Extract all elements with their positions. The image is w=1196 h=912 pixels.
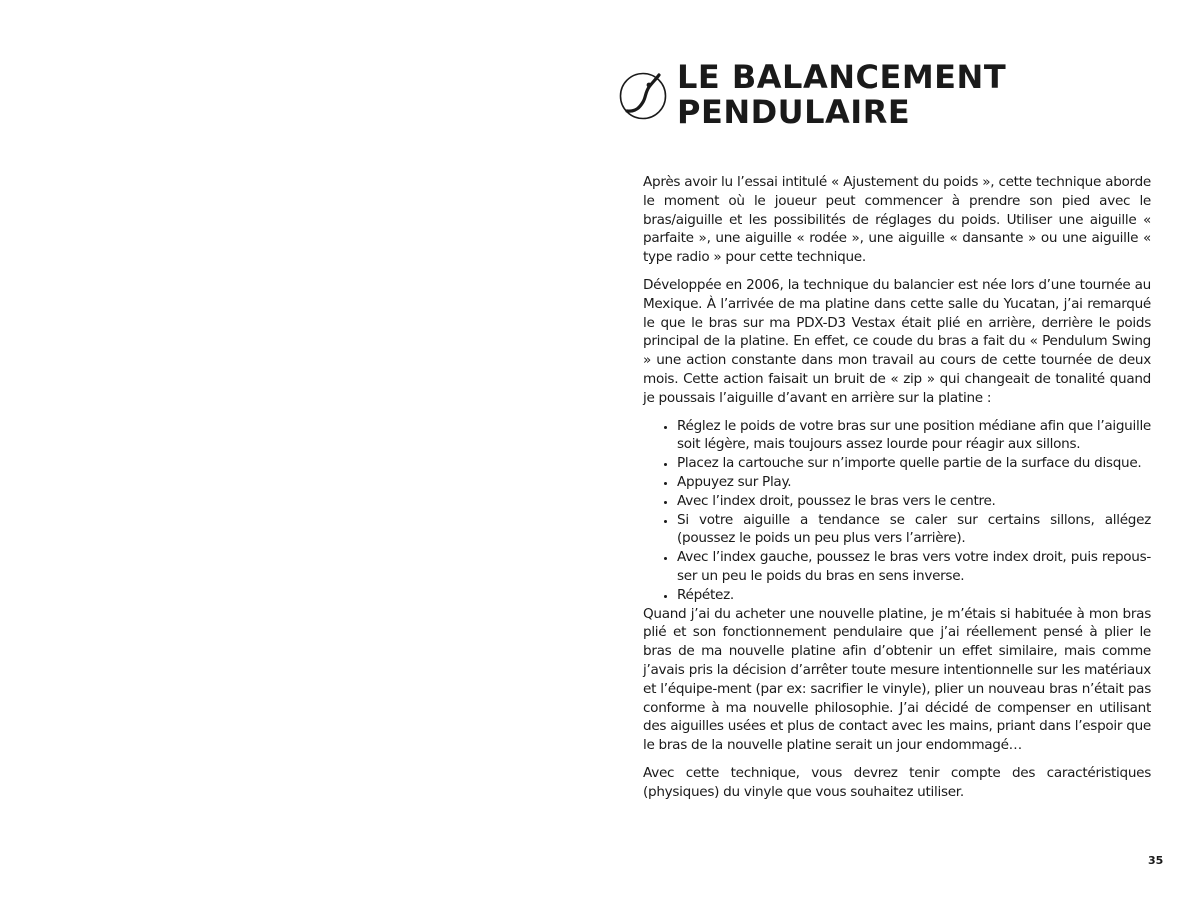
list-item: • Avec l’index droit, poussez le bras vers le centre. — [677, 492, 1151, 511]
list-item: • Placez la cartouche sur n’importe quelle partie de la surface du disque. — [677, 454, 1151, 473]
paragraph-intro: Après avoir lu l’essai intitulé « Ajustement du poids », cette technique aborde le moment où le joueur peut commencer à prendre son pied avec le bras/aiguille et les possibilités de réglages du poids. Utiliser une aiguille « parfaite », une aiguille « rodée », une aiguille « dansante » ou une aiguille « type radio » pour cette technique. — [643, 174, 1151, 266]
paragraph-history: Développée en 2006, la technique du balancier est née lors d’une tournée au Mexique. À l’arrivée de ma platine dans cette salle du Yucatan, j’ai remarqué le que le bras sur ma PDX-D3 Vestax était plié en arrière, derrière le poids principal de la platine. En effet, ce coude du bras a fait du « Pendulum Swing » une action constante dans mon travail au cours de cette tournée de deux mois. Cette action faisait un bruit de « zip » qui changeait de tonalité quand je poussais l’aiguille d’avant en arrière sur la platine : — [643, 276, 1151, 406]
page-title-line-2: PENDULAIRE — [677, 93, 911, 131]
steps-list — [643, 417, 1151, 605]
list-item: • Si votre aiguille a tendance se caler sur certains sillons, allégez (poussez le poids un peu plus vers l’arrière). — [677, 511, 1151, 549]
page-title — [677, 60, 1006, 130]
list-item: • Appuyez sur Play. — [677, 473, 1151, 492]
article-body — [643, 173, 1151, 811]
page-number: 35 — [1148, 854, 1164, 867]
list-item: • Avec l’index gauche, poussez le bras vers votre index droit, puis repous-ser un peu le poids du bras en sens inverse. — [677, 548, 1151, 586]
circle-s-monogram-icon — [619, 71, 669, 121]
paragraph-new-turntable: Quand j’ai du acheter une nouvelle platine, je m’étais si habituée à mon bras plié et son fonctionnement pendulaire que j’ai réellement pensé à plier le bras de ma nouvelle platine afin d’obtenir un effet similaire, mais comme j’avais pris la décision d’arrêter toute mesure intentionnelle sur les matériaux et l’équipe-ment (par ex: sacrifier le vinyle), plier un nouveau bras n’était pas conforme à ma nouvelle philosophie. J’ai décidé de compenser en utilisant des aiguilles usées et plus de contact avec les mains, priant dans l’espoir que le bras de la nouvelle platine serait un jour endommagé… — [643, 605, 1151, 754]
list-item: • Répétez. — [677, 586, 1151, 605]
list-item: • Réglez le poids de votre bras sur une position médiane afin que l’aiguille soit légère, mais toujours assez lourde pour réagir aux sillons. — [677, 417, 1151, 455]
paragraph-conclusion: Avec cette technique, vous devrez tenir compte des caractéristiques (physiques) du vinyle que vous souhaitez utiliser. — [643, 764, 1151, 800]
page-title-line-1: LE BALANCEMENT — [677, 58, 1007, 96]
